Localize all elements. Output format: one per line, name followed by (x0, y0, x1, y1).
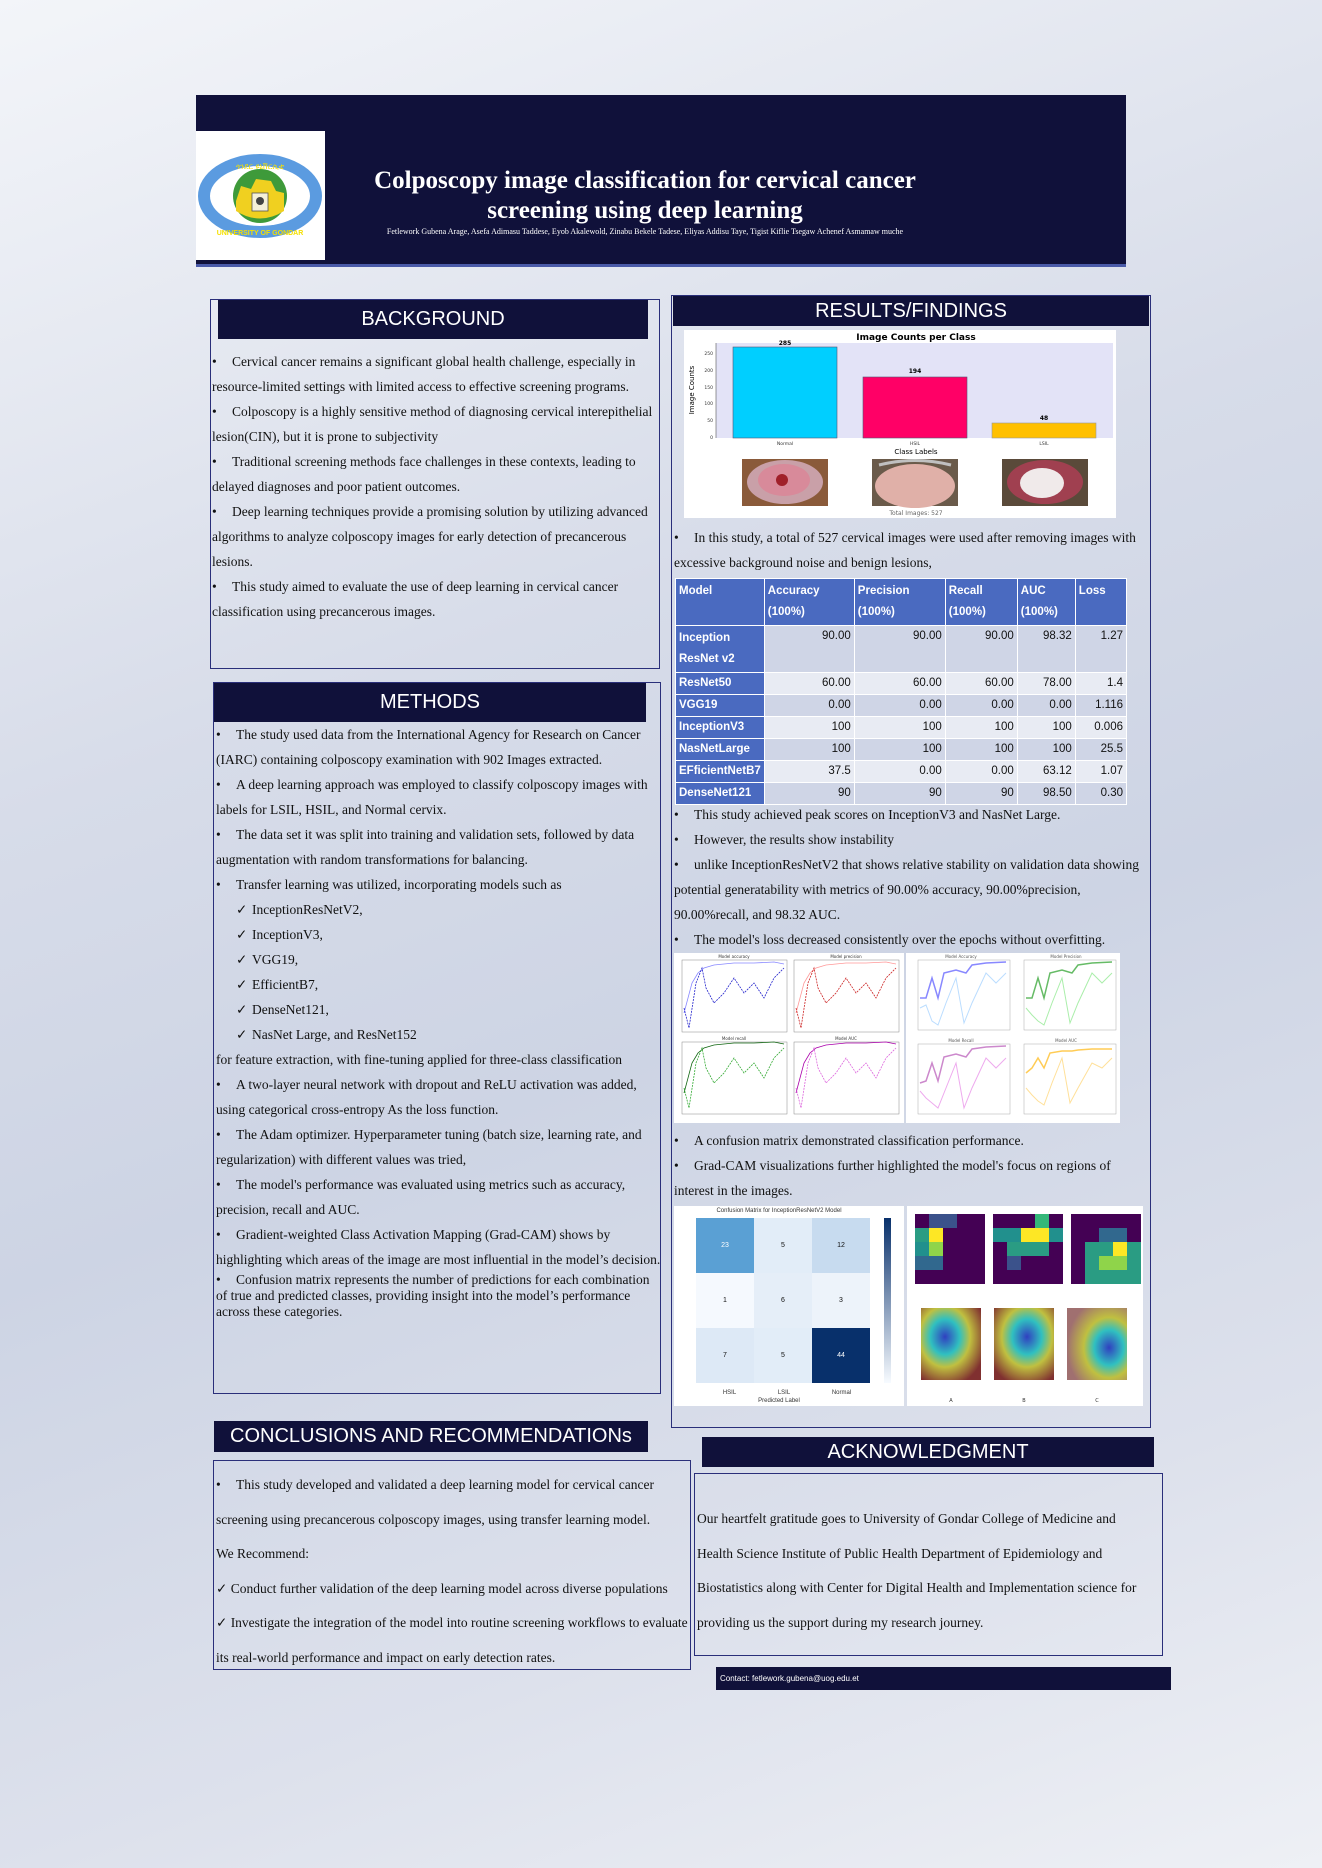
results-heading: RESULTS/FINDINGS (673, 296, 1149, 326)
svg-text:B: B (1022, 1398, 1026, 1404)
col-header: Precision (100%) (854, 579, 945, 626)
check-icon: ✓ (216, 1580, 231, 1596)
svg-text:Normal: Normal (776, 442, 794, 447)
acknowledgment-heading: ACKNOWLEDGMENT (702, 1437, 1154, 1467)
col-header: Model (676, 579, 765, 626)
svg-text:Model recall: Model recall (721, 1036, 747, 1041)
svg-text:C: C (1095, 1398, 1099, 1404)
svg-text:Image Counts: Image Counts (688, 365, 696, 415)
conclusions-text (216, 1468, 694, 1675)
methods-item: • Confusion matrix represents the number of predictions for each combination of true and predicted classes, providing insight into the model’s performance across these categories. (216, 1272, 664, 1320)
svg-text:ጎንደር ዩኒቨርሲቲ: ጎንደር ዩኒቨርሲቲ (235, 162, 285, 171)
svg-text:48: 48 (1039, 415, 1049, 422)
background-item: • Cervical cancer remains a significant global health challenge, especially in resource-limited settings with limited access to effective screening programs. (212, 349, 664, 399)
methods-item: • A two-layer neural network with dropout and ReLU activation was added, using categorical cross-entropy As the loss function. (216, 1072, 664, 1122)
svg-text:100: 100 (704, 402, 713, 407)
methods-item: • The data set it was split into training and validation sets, followed by data augmentation with random transformations for balancing. (216, 822, 664, 872)
table-row: DenseNet121 90 90 90 98.50 0.30 (676, 783, 1127, 805)
svg-text:50: 50 (707, 419, 713, 424)
methods-text (216, 722, 664, 1320)
model-item: ✓ NasNet Large, and ResNet152 (216, 1022, 664, 1047)
background-item: • Colposcopy is a highly sensitive method of diagnosing cervical interepithelial lesion(CIN), but it is prone to subjectivity (212, 399, 664, 449)
colposcopy-thumbnail-lsil (1002, 459, 1088, 506)
svg-text:UNIVERSITY OF GONDAR: UNIVERSITY OF GONDAR (216, 230, 304, 237)
background-item: • This study aimed to evaluate the use of deep learning in cervical cancer classification using precancerous images. (212, 574, 664, 624)
svg-text:Model precision: Model precision (830, 954, 862, 959)
training-curves-plot-right (906, 953, 1120, 1123)
acknowledgment-text: Our heartfelt gratitude goes to University of Gondar College of Medicine and Health Science Institute of Public Health Department of Epidemiology and Biostatistics along with Center for Digital Health and Implementation science for providing us the support during my research journey. (697, 1511, 1137, 1630)
methods-item: • Transfer learning was utilized, incorporating models such as (216, 872, 664, 897)
svg-text:Model Recall: Model Recall (948, 1038, 974, 1043)
colposcopy-thumbnail-hsil (872, 459, 958, 508)
colorbar (884, 1218, 891, 1383)
conclusions-heading: CONCLUSIONS AND RECOMMENDATIONs (214, 1421, 648, 1452)
gradcam-overlay-c (1067, 1308, 1127, 1380)
svg-text:Model accuracy: Model accuracy (718, 954, 750, 959)
table-row: ResNet50 60.00 60.00 60.00 78.00 1.4 (676, 673, 1127, 695)
svg-text:Model AUC: Model AUC (1055, 1038, 1077, 1043)
background-heading: BACKGROUND (218, 300, 648, 339)
recommend-label: We Recommend: (216, 1546, 310, 1561)
recommendation-item: ✓ Investigate the integration of the model into routine screening workflows to evaluate its real-world performance and impact on early detection rates. (216, 1615, 688, 1665)
author-list: Fetlework Gubena Arage, Asefa Adimasu Taddese, Eyob Akalewold, Zinabu Bekele Tadese, Eliyas Addisu Taye, Tigist Kiflie Tsegaw Achenef Asmamaw muche (386, 227, 904, 236)
gradcam-overlay-a (921, 1308, 981, 1380)
svg-text:150: 150 (704, 386, 713, 391)
svg-text:194: 194 (908, 368, 922, 375)
conclusion-summary: • This study developed and validated a deep learning model for cervical cancer screening using precancerous colposcopy images, using transfer learning model. (216, 1468, 694, 1537)
methods-item: • A deep learning approach was employed to classify colposcopy images with labels for LSIL, HSIL, and Normal cervix. (216, 772, 664, 822)
svg-text:Class Labels: Class Labels (894, 448, 938, 456)
methods-item: • The model's performance was evaluated using metrics such as accuracy, precision, recall and AUC. (216, 1172, 664, 1222)
gradcam-heatmap-b (993, 1214, 1063, 1284)
model-item: ✓ DenseNet121, (216, 997, 664, 1022)
svg-text:200: 200 (704, 369, 713, 374)
svg-text:Model AUC: Model AUC (835, 1036, 857, 1041)
methods-heading: METHODS (214, 683, 646, 722)
image-counts-chart (684, 330, 1116, 518)
svg-text:0: 0 (710, 436, 713, 441)
col-header: Loss (1075, 579, 1126, 626)
svg-text:Total Images: 527: Total Images: 527 (889, 510, 943, 517)
model-item: ✓ InceptionV3, (216, 922, 664, 947)
model-item: ✓ EfficientB7, (216, 972, 664, 997)
col-header: AUC (100%) (1017, 579, 1075, 626)
background-text (212, 349, 664, 624)
gradcam-heatmap-c (1071, 1214, 1141, 1284)
results-findings: • This study achieved peak scores on InceptionV3 and NasNet Large. • However, the results show instability • unlike InceptionResNetV2 that shows relative stability on validation data showing potential generatability with metrics of 90.00% accuracy, 90.00%precision, 90.00%recall, and 98.32 AUC. • The model's loss decreased consistently over the epochs without overfitting. (674, 802, 1144, 952)
table-row: Inception ResNet v2 90.00 90.00 90.00 98.32 1.27 (676, 626, 1127, 673)
table-row: VGG19 0.00 0.00 0.00 0.00 1.116 (676, 695, 1127, 717)
svg-text:Model Accuracy: Model Accuracy (945, 954, 977, 959)
model-item: ✓ VGG19, (216, 947, 664, 972)
svg-text:A: A (949, 1398, 953, 1404)
table-row: NasNetLarge 100 100 100 100 25.5 (676, 739, 1127, 761)
model-performance-table (675, 578, 1127, 805)
background-item: • Traditional screening methods face challenges in these contexts, leading to delayed diagnoses and poor patient outcomes. (212, 449, 664, 499)
training-curves-plot-left (674, 953, 904, 1123)
results-findings-2: • A confusion matrix demonstrated classification performance. • Grad-CAM visualizations further highlighted the model's focus on regions of interest in the images. (674, 1128, 1144, 1203)
confusion-matrix: Confusion Matrix for InceptionResNetV2 Model 23 5 12 1 6 3 7 5 44 HSIL LSIL Normal Predicted Label (674, 1206, 904, 1406)
gondar-emblem-icon (196, 131, 325, 260)
results-intro: • In this study, a total of 527 cervical images were used after removing images with excessive background noise and benign lesions, (674, 525, 1144, 575)
colposcopy-thumbnail-normal (742, 459, 828, 506)
check-icon: ✓ (216, 1615, 231, 1630)
svg-text:LSIL: LSIL (1039, 442, 1049, 447)
svg-text:285: 285 (778, 340, 792, 347)
methods-item: • The Adam optimizer. Hyperparameter tuning (batch size, learning rate, and regularization) with different values was tried, (216, 1122, 664, 1172)
col-header: Recall (100%) (945, 579, 1017, 626)
university-logo (196, 131, 325, 260)
table-row: InceptionV3 100 100 100 100 0.006 (676, 717, 1127, 739)
contact-bar: Contact: fetlework.gubena@uog.edu.et (716, 1667, 1171, 1690)
methods-continuation: for feature extraction, with fine-tuning applied for three-class classification (216, 1052, 622, 1067)
svg-text:HSIL: HSIL (909, 442, 921, 447)
col-header: Accuracy (100%) (764, 579, 854, 626)
poster-title (330, 166, 960, 226)
svg-text:Image Counts per Class: Image Counts per Class (856, 333, 976, 343)
svg-text:Model Precision: Model Precision (1050, 954, 1082, 959)
svg-text:250: 250 (704, 352, 713, 357)
recommendation-item: ✓ Conduct further validation of the deep learning model across diverse populations (216, 1580, 668, 1596)
methods-item: • The study used data from the International Agency for Research on Cancer (IARC) containing colposcopy examination with 902 Images extracted. (216, 722, 664, 772)
gradcam-overlay-b (994, 1308, 1054, 1380)
background-item: • Deep learning techniques provide a promising solution by utilizing advanced algorithms to analyze colposcopy images for early detection of precancerous lesions. (212, 499, 664, 574)
table-row: EFficientNetB7 37.5 0.00 0.00 63.12 1.07 (676, 761, 1127, 783)
model-item: ✓ InceptionResNetV2, (216, 897, 664, 922)
gradcam-heatmap-a (915, 1214, 985, 1284)
gradcam-visualizations (907, 1206, 1143, 1406)
title-line-2: screening using deep learning (487, 197, 803, 224)
title-line-1: Colposcopy image classification for cervical cancer (374, 167, 916, 194)
methods-item: • Gradient-weighted Class Activation Mapping (Grad-CAM) shows by highlighting which areas of the image are most influential in the model’s decision. (216, 1222, 664, 1272)
